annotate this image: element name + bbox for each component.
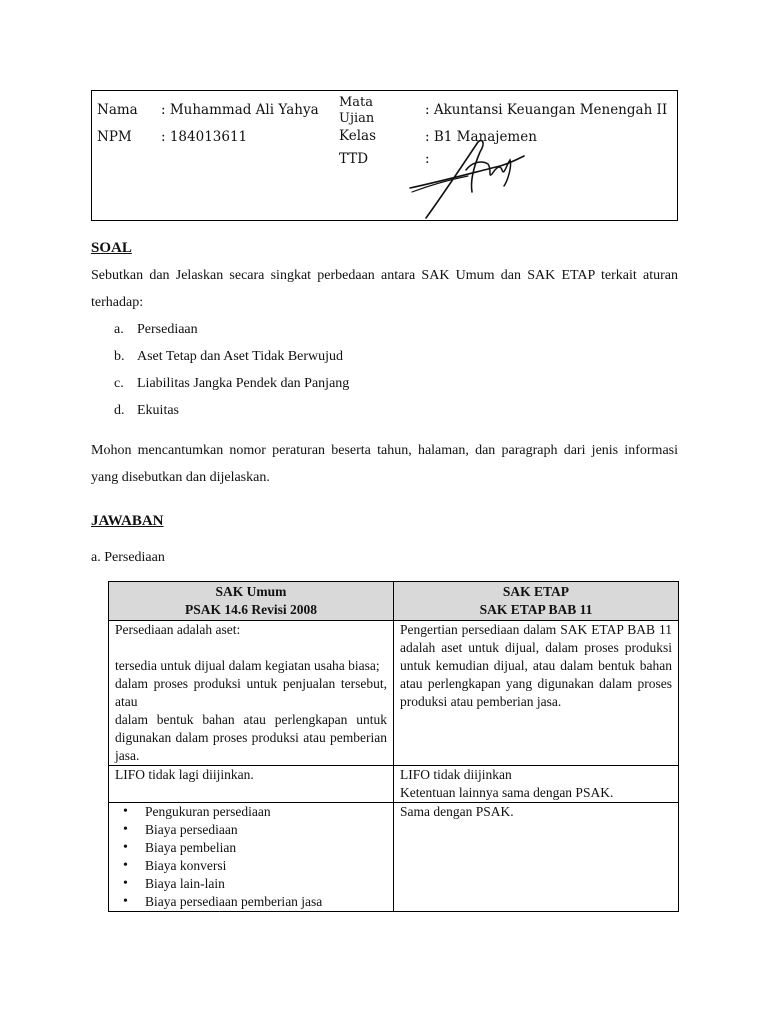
list-item: • Biaya pembelian [115, 839, 387, 857]
soal-note: Mohon mencantumkan nomor peraturan beserta tahun, halaman, dan paragraph dari jenis informasi yang disebutkan dan dijelaskan. [91, 443, 678, 485]
ttd-label: TTD [339, 151, 369, 167]
nama-value: : Muhammad Ali Yahya [161, 102, 319, 118]
measurement-list [115, 803, 387, 911]
table-row [109, 766, 679, 803]
header-sak-etap-title: SAK ETAP [502, 584, 570, 599]
soal-item-text: Persediaan [137, 322, 198, 337]
table-cell [109, 621, 394, 766]
soal-item-marker: d. [114, 403, 125, 418]
soal-item-text: Liabilitas Jangka Pendek dan Panjang [137, 376, 350, 391]
definition-item: dalam proses produksi untuk penjualan tersebut, atau [115, 676, 387, 709]
list-item: • Pengukuran persediaan [115, 803, 387, 821]
soal-item-marker: a. [114, 322, 124, 337]
etap-definition: Pengertian persediaan dalam SAK ETAP BAB 11 adalah aset untuk dijual, dalam proses produksi untuk kemudian dijual, atau dalam bentuk bahan atau perlengkapan yang digunakan dalam proses produksi atau pemberian jasa. [400, 622, 672, 709]
table-cell [109, 766, 394, 803]
list-item: • Biaya persediaan pemberian jasa [115, 893, 387, 911]
header-sak-umum-title: SAK Umum [215, 584, 287, 599]
table-cell [109, 803, 394, 912]
npm-value: : 184013611 [161, 129, 248, 145]
soal-item-marker: c. [114, 376, 124, 391]
table-cell [394, 621, 679, 766]
kelas-value: : B1 Manajemen [425, 129, 537, 145]
mata-label-2: Ujian [339, 111, 375, 126]
soal-item-marker: b. [114, 349, 125, 364]
mata-ujian-value: : Akuntansi Keuangan Menengah II [425, 102, 668, 118]
list-item: • Biaya lain-lain [115, 875, 387, 893]
soal-heading: SOAL [91, 240, 132, 256]
signature-icon [408, 136, 530, 222]
ketentuan-etap: Ketentuan lainnya sama dengan PSAK. [400, 785, 614, 800]
list-item: • Biaya persediaan [115, 821, 387, 839]
header-sak-umum [109, 582, 394, 621]
spacer [115, 639, 387, 657]
definition-intro: Persediaan adalah aset: [115, 622, 241, 637]
soal-intro: Sebutkan dan Jelaskan secara singkat perbedaan antara SAK Umum dan SAK ETAP terkait aturan terhadap: [91, 268, 678, 310]
lifo-etap: LIFO tidak diijinkan [400, 767, 512, 782]
definition-item: dalam bentuk bahan atau perlengkapan untuk digunakan dalam proses produksi atau pemberian jasa. [115, 712, 387, 763]
table-cell [394, 803, 679, 912]
soal-item-text: Aset Tetap dan Aset Tidak Berwujud [137, 349, 344, 364]
definition-item: tersedia untuk dijual dalam kegiatan usaha biasa; [115, 658, 380, 673]
header-sak-umum-sub: PSAK 14.6 Revisi 2008 [184, 602, 317, 617]
list-item: • Biaya konversi [115, 857, 387, 875]
table-row [109, 621, 679, 766]
section-a-title: a. Persediaan [91, 550, 165, 565]
jawaban-heading: JAWABAN [91, 513, 164, 529]
kelas-label: Kelas [339, 128, 377, 144]
table-header-row [109, 582, 679, 621]
lifo-umum: LIFO tidak lagi diijinkan. [115, 767, 254, 782]
table-cell [394, 766, 679, 803]
npm-label: NPM [97, 129, 132, 145]
soal-item-text: Ekuitas [137, 403, 179, 418]
comparison-table [108, 581, 679, 912]
ttd-colon: : [425, 151, 430, 167]
header-sak-etap-sub: SAK ETAP BAB 11 [479, 602, 593, 617]
sama-psak: Sama dengan PSAK. [400, 804, 514, 819]
table-row [109, 803, 679, 912]
header-sak-etap [394, 582, 679, 621]
mata-label-1: Mata [339, 95, 374, 110]
nama-label: Nama [97, 102, 138, 118]
